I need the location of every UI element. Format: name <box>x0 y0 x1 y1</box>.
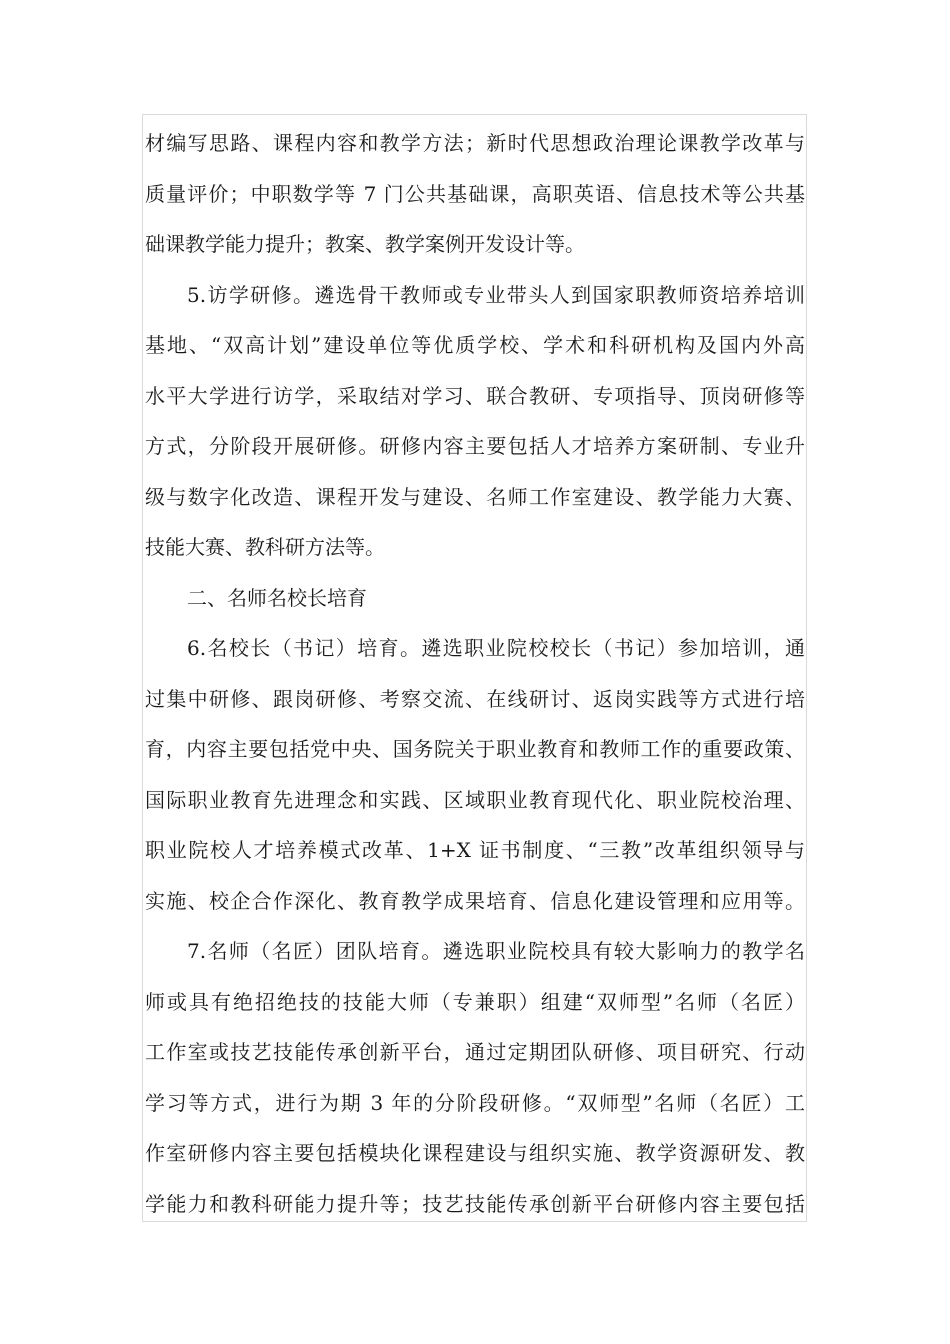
text-line: 职业院校人才培养模式改革、1+X 证书制度、“三教”改革组织领导与 <box>145 838 805 862</box>
section-heading: 二、名师名校长培育 <box>187 585 367 610</box>
text-line: 工作室或技艺技能传承创新平台，通过定期团队研修、项目研究、行动 <box>145 1040 805 1064</box>
text-line: 水平大学进行访学，采取结对学习、联合教研、专项指导、顶岗研修等 <box>145 383 805 408</box>
text-line: 级与数字化改造、课程开发与建设、名师工作室建设、教学能力大赛、 <box>145 484 805 509</box>
text-line: 国际职业教育先进理念和实践、区域职业教育现代化、职业院校治理、 <box>145 787 805 812</box>
text-line: 作室研修内容主要包括模块化课程建设与组织实施、教学资源研发、教 <box>145 1141 805 1165</box>
text-line: 方式，分阶段开展研修。研修内容主要包括人才培养方案研制、专业升 <box>145 434 805 458</box>
paragraph-start-line: 7.名师（名匠）团队培育。遴选职业院校具有较大影响力的教学名 <box>187 939 805 963</box>
paragraph-start-line: 6.名校长（书记）培育。遴选职业院校校长（书记）参加培训，通 <box>187 636 805 660</box>
text-line: 础课教学能力提升；教案、教学案例开发设计等。 <box>145 232 585 256</box>
paragraph-start-line: 5.访学研修。遴选骨干教师或专业带头人到国家职教师资培养培训 <box>187 282 805 307</box>
text-line: 技能大赛、教科研方法等。 <box>145 535 385 559</box>
text-line: 师或具有绝招绝技的技能大师（专兼职）组建“双师型”名师（名匠） <box>145 989 805 1014</box>
text-line: 育，内容主要包括党中央、国务院关于职业教育和教师工作的重要政策、 <box>145 737 805 761</box>
text-line: 材编写思路、课程内容和教学方法；新时代思想政治理论课教学改革与 <box>145 131 805 155</box>
text-line: 基地、“双高计划”建设单位等优质学校、学术和科研机构及国内外高 <box>145 333 805 357</box>
text-line: 实施、校企合作深化、教育教学成果培育、信息化建设管理和应用等。 <box>145 888 805 913</box>
document-body <box>145 118 805 1229</box>
text-line: 学能力和教科研能力提升等；技艺技能传承创新平台研修内容主要包括 <box>145 1191 805 1216</box>
text-line: 学习等方式，进行为期 3 年的分阶段研修。“双师型”名师（名匠）工 <box>145 1090 805 1115</box>
text-line: 过集中研修、跟岗研修、考察交流、在线研讨、返岗实践等方式进行培 <box>145 686 805 711</box>
text-line: 质量评价；中职数学等 7 门公共基础课，高职英语、信息技术等公共基 <box>145 181 805 206</box>
